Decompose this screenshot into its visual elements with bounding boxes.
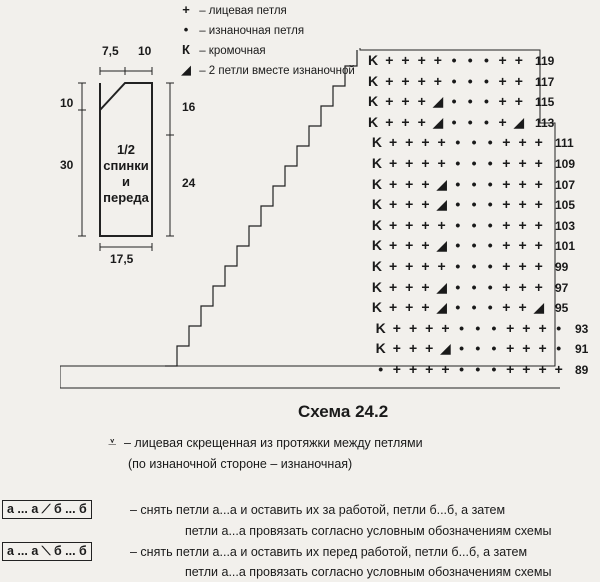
- chart-cell: +: [518, 196, 527, 213]
- chart-cell: •: [467, 72, 473, 89]
- purl-symbol: •: [183, 22, 189, 37]
- chart-cell: +: [421, 196, 430, 213]
- chart-cell: •: [455, 155, 461, 171]
- chart-cell: +: [401, 113, 410, 130]
- chart-cell: +: [518, 155, 527, 171]
- chart-cell: +: [502, 258, 511, 274]
- chart-cell: +: [534, 258, 543, 274]
- chart-cell: •: [487, 216, 493, 233]
- chart-cell: •: [483, 72, 489, 89]
- label-line: переда: [103, 190, 149, 205]
- chart-cell: •: [487, 155, 493, 171]
- chart-cell: K: [371, 299, 382, 316]
- chart-cell: +: [498, 72, 507, 89]
- chart-cell: ◢: [440, 340, 451, 357]
- legend-label: – кромочная: [199, 45, 266, 57]
- chart-cell: +: [388, 299, 398, 316]
- chart-cell: +: [388, 216, 398, 233]
- chart-cell: •: [487, 237, 493, 254]
- chart-cell: +: [502, 155, 511, 171]
- chart-cell: •: [467, 93, 473, 110]
- chart-cell: K: [368, 72, 379, 89]
- chart-cell: •: [487, 299, 493, 316]
- chart-cell: K: [371, 175, 382, 192]
- row-number: 109: [555, 157, 576, 171]
- chart-cell: •: [491, 361, 497, 377]
- chart-cell: •: [455, 196, 461, 213]
- dim-left-bottom: 30: [60, 158, 74, 172]
- chart-cell: +: [425, 361, 434, 377]
- chart-cell: •: [491, 319, 497, 336]
- row-number: 117: [535, 74, 555, 89]
- chart-row: [365, 52, 527, 68]
- chart-cell: +: [498, 113, 507, 130]
- chart-cell: +: [514, 72, 523, 89]
- row-number: 99: [555, 260, 569, 274]
- cable-front-line1: – снять петли а...а и оставить их перед работой, петли б...б, а затем: [130, 545, 528, 559]
- row-number: 115: [535, 95, 555, 110]
- chart-cell: +: [405, 278, 414, 295]
- chart-cell: +: [433, 52, 442, 68]
- chart-cell: •: [455, 258, 461, 274]
- chart-cell: •: [471, 237, 477, 254]
- chart-cell: +: [421, 216, 430, 233]
- chart-cell: ◢: [432, 93, 444, 110]
- chart-cell: +: [518, 175, 527, 192]
- chart-cell: •: [451, 93, 457, 110]
- cross-stitch-line1: – лицевая скрещенная из протяжки между петлями: [124, 436, 423, 450]
- chart-cell: +: [421, 278, 430, 295]
- chart-title: Схема 24.2: [298, 402, 389, 421]
- row-number: 107: [555, 177, 576, 192]
- chart-cell: +: [405, 299, 414, 316]
- chart-cell: K: [368, 93, 379, 110]
- chart-cell: •: [491, 340, 497, 357]
- row-number: 105: [555, 198, 576, 213]
- chart-row: [369, 237, 547, 254]
- chart-cell: •: [471, 175, 477, 192]
- chart-cell: +: [514, 52, 523, 68]
- chart-cell: +: [502, 216, 511, 233]
- chart-cell: +: [506, 340, 515, 357]
- chart-cell: K: [375, 319, 386, 336]
- chart-row: [369, 299, 547, 316]
- chart-cell: +: [392, 319, 401, 336]
- chart-cell: •: [487, 278, 493, 295]
- chart-row: [369, 258, 547, 274]
- chart-cell: •: [471, 278, 477, 295]
- decrease-symbol: ◢: [181, 62, 191, 77]
- chart-cell: +: [437, 134, 446, 151]
- chart-cell: +: [518, 258, 527, 274]
- chart-cell: +: [408, 361, 418, 377]
- chart-cell: K: [375, 340, 386, 357]
- dim-top-right: 10: [138, 44, 152, 58]
- dim-right-top: 16: [182, 100, 196, 114]
- chart-cell: +: [408, 319, 418, 336]
- chart-cell: +: [425, 319, 434, 336]
- chart-cell: •: [455, 134, 461, 151]
- chart-cell: •: [487, 134, 493, 151]
- chart-row: [369, 155, 547, 171]
- chart-cell: +: [534, 155, 543, 171]
- label-line: и: [122, 174, 130, 189]
- chart-cell: +: [441, 361, 450, 377]
- chart-cell: •: [556, 319, 562, 336]
- chart-cell: •: [475, 319, 481, 336]
- row-number: 119: [535, 54, 555, 68]
- dim-bottom: 17,5: [110, 252, 134, 266]
- chart-cell: •: [471, 196, 477, 213]
- chart-row: [373, 320, 567, 336]
- chart-cell: +: [392, 361, 401, 377]
- chart-cell: +: [405, 175, 414, 192]
- chart-cell: •: [455, 299, 461, 316]
- chart-cell: +: [388, 134, 398, 151]
- chart-row: [369, 176, 547, 193]
- chart-cell: +: [506, 319, 515, 336]
- chart-cell: +: [534, 216, 543, 233]
- label-line: спинки: [103, 158, 149, 173]
- chart-cell: K: [368, 113, 379, 130]
- chart-cell: +: [437, 155, 446, 171]
- cable-front-line2: петли а...а провязать согласно условным обозначениям схемы: [185, 565, 552, 579]
- chart-row: [373, 361, 567, 377]
- chart-cell: •: [451, 113, 457, 130]
- chart-cell: +: [388, 196, 398, 213]
- chart-cell: •: [483, 93, 489, 110]
- chart-cell: +: [401, 52, 410, 68]
- chart-cell: +: [421, 155, 430, 171]
- chart-cell: •: [467, 113, 473, 130]
- chart-cell: +: [518, 134, 527, 151]
- chart-cell: +: [534, 196, 543, 213]
- cross-stitch-line2: (по изнаночной стороне – изнаночная): [128, 457, 353, 471]
- chart-row: [369, 196, 547, 213]
- chart-cell: +: [534, 237, 543, 254]
- chart-cell: +: [417, 52, 426, 68]
- chart-cell: +: [417, 72, 426, 89]
- edge-symbol: К: [182, 42, 190, 57]
- chart-cell: •: [556, 340, 562, 357]
- chart-cell: +: [405, 216, 414, 233]
- chart-cell: +: [502, 237, 511, 254]
- chart-cell: +: [385, 52, 394, 68]
- chart-cell: •: [459, 361, 465, 377]
- chart-cell: +: [498, 52, 507, 68]
- chart-cell: •: [459, 340, 465, 357]
- chart-cell: ◢: [436, 299, 448, 316]
- dim-right-bottom: 24: [182, 176, 196, 190]
- knit-symbol: +: [182, 2, 190, 17]
- chart-cell: +: [433, 72, 442, 89]
- row-number: 95: [555, 301, 569, 316]
- chart-cell: •: [471, 155, 477, 171]
- chart-cell: +: [534, 175, 543, 192]
- chart-cell: +: [534, 134, 543, 151]
- chart-cell: K: [371, 134, 382, 151]
- chart-cell: +: [388, 237, 398, 254]
- row-number: 111: [555, 136, 574, 151]
- legend-item-purl: [176, 22, 304, 37]
- chart-cell: ◢: [436, 278, 448, 295]
- chart-row: [365, 114, 527, 131]
- chart-cell: +: [405, 237, 414, 254]
- chart-cell: +: [522, 319, 531, 336]
- cable-back-line2: петли а...а провязать согласно условным обозначениям схемы: [185, 524, 552, 538]
- chart-cell: +: [421, 134, 430, 151]
- chart-cell: •: [455, 278, 461, 295]
- row-number: 89: [575, 363, 589, 377]
- chart-cell: +: [534, 278, 543, 295]
- chart-cell: •: [455, 216, 461, 233]
- chart-cell: +: [388, 278, 398, 295]
- chart-cell: +: [421, 299, 430, 316]
- chart-cell: •: [459, 319, 465, 336]
- chart-cell: •: [455, 175, 461, 192]
- chart-cell: •: [455, 237, 461, 254]
- chart-cell: +: [518, 278, 527, 295]
- legend-label: – 2 петли вместе изнаночной: [199, 65, 355, 77]
- chart-cell: •: [471, 299, 477, 316]
- chart-cell: +: [405, 196, 414, 213]
- chart-cell: •: [378, 361, 384, 377]
- cable-back-box: а ... а ⟋ б ... б: [2, 500, 92, 519]
- chart-cell: •: [471, 134, 477, 151]
- chart-cell: +: [506, 361, 515, 377]
- chart-cell: +: [417, 93, 426, 110]
- chart-cell: •: [487, 175, 493, 192]
- legend-label: – лицевая петля: [199, 5, 287, 17]
- chart-cell: +: [425, 340, 434, 357]
- chart-cell: +: [538, 361, 547, 377]
- chart-cell: ◢: [432, 113, 444, 130]
- chart-cell: +: [388, 155, 398, 171]
- chart-cell: +: [437, 216, 446, 233]
- row-number: 97: [555, 280, 569, 295]
- chart-cell: +: [522, 340, 531, 357]
- chart-cell: ◢: [436, 175, 448, 192]
- legend-item-knit: [176, 2, 287, 17]
- chart-cell: K: [371, 196, 382, 213]
- chart-cell: K: [371, 237, 382, 254]
- chart-cell: K: [371, 155, 382, 171]
- row-number: 103: [555, 218, 576, 233]
- chart-cell: +: [421, 258, 430, 274]
- chart-cell: +: [405, 134, 414, 151]
- chart-cell: +: [405, 155, 414, 171]
- chart-row: [369, 134, 547, 150]
- chart-cell: K: [371, 278, 382, 295]
- chart-row: [369, 279, 547, 296]
- chart-cell: +: [518, 216, 527, 233]
- chart-cell: +: [417, 113, 426, 130]
- chart-cell: •: [451, 52, 457, 68]
- chart-cell: K: [371, 216, 382, 233]
- chart-cell: ◢: [436, 237, 448, 254]
- chart-cell: ◢: [513, 113, 525, 130]
- chart-cell: +: [385, 113, 394, 130]
- chart-cell: •: [471, 216, 477, 233]
- chart-cell: +: [538, 319, 547, 336]
- chart-cell: +: [522, 361, 531, 377]
- chart-cell: •: [487, 258, 493, 274]
- chart-row: [365, 73, 527, 89]
- row-number: 113: [535, 115, 555, 130]
- chart-cell: K: [368, 52, 379, 68]
- chart-cell: +: [385, 72, 394, 89]
- chart-cell: +: [421, 175, 430, 192]
- chart-cell: •: [483, 113, 489, 130]
- chart-cell: •: [475, 361, 481, 377]
- chart-cell: +: [401, 93, 410, 110]
- cable-front-box: а ... а ⟍ б ... б: [2, 542, 92, 561]
- chart-cell: +: [388, 175, 398, 192]
- chart-cell: +: [518, 299, 527, 316]
- chart-cell: +: [502, 196, 511, 213]
- chart-cell: +: [502, 134, 511, 151]
- row-number: 91: [575, 342, 589, 357]
- row-number: 101: [555, 239, 576, 254]
- chart-cell: +: [514, 93, 523, 110]
- chart-row: [365, 93, 527, 110]
- chart-cell: •: [475, 340, 481, 357]
- chart-cell: +: [441, 319, 450, 336]
- chart-cell: •: [471, 258, 477, 274]
- chart-cell: +: [401, 72, 410, 89]
- chart-cell: •: [487, 196, 493, 213]
- chart-cell: +: [421, 237, 430, 254]
- chart-cell: +: [538, 340, 547, 357]
- chart-cell: •: [451, 72, 457, 89]
- chart-cell: +: [437, 258, 446, 274]
- chart-cell: •: [467, 52, 473, 68]
- legend-label: – изнаночная петля: [199, 25, 305, 37]
- label-line: 1/2: [116, 142, 136, 157]
- chart-cell: +: [498, 93, 507, 110]
- chart-cell: •: [483, 52, 489, 68]
- chart-cell: +: [502, 299, 511, 316]
- chart-cell: K: [371, 258, 382, 274]
- dim-top-left: 7,5: [102, 44, 119, 58]
- chart-cell: +: [405, 258, 414, 274]
- chart-cell: +: [502, 175, 511, 192]
- chart-cell: +: [518, 237, 527, 254]
- chart-cell: +: [408, 340, 418, 357]
- chart-cell: +: [385, 93, 394, 110]
- chart-cell: +: [392, 340, 401, 357]
- cross-stitch-icon: ⩡: [108, 434, 117, 451]
- chart-row: [369, 217, 547, 233]
- row-number: 93: [575, 321, 589, 336]
- dim-left-top: 10: [60, 96, 74, 110]
- chart-row: [373, 340, 567, 357]
- chart-cell: ◢: [436, 196, 448, 213]
- chart-cell: +: [388, 258, 398, 274]
- chart-cell: +: [554, 361, 563, 377]
- chart-cell: ◢: [533, 299, 545, 316]
- chart-cell: +: [502, 278, 511, 295]
- cable-back-line1: – снять петли а...а и оставить их за работой, петли б...б, а затем: [130, 503, 506, 517]
